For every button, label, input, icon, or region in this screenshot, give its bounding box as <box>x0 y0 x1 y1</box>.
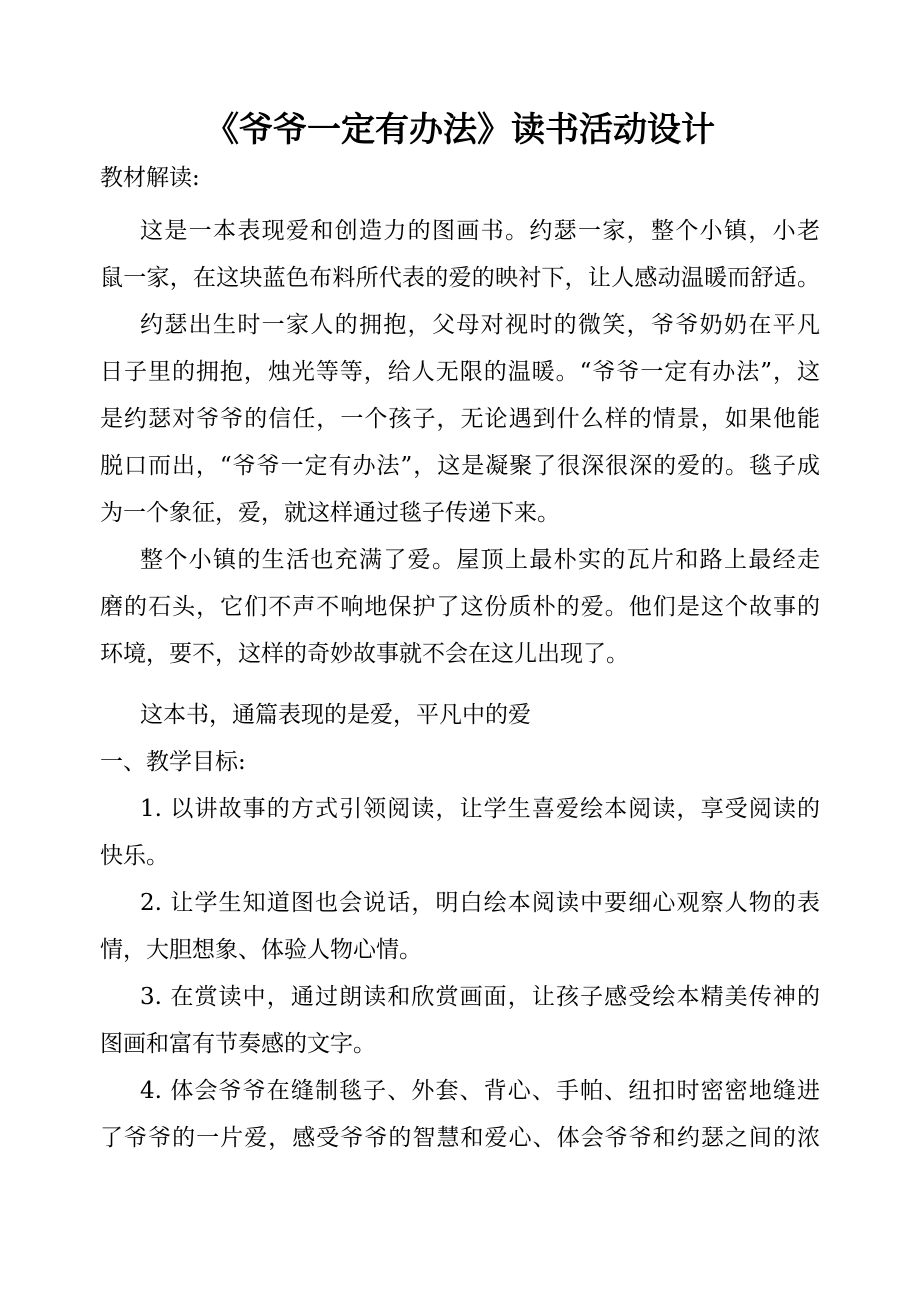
doc-line: 约瑟出生时一家人的拥抱，父母对视时的微笑，爷爷奶奶在平凡 <box>140 312 820 338</box>
doc-line: 1. 以讲故事的方式引领阅读，让学生喜爱绘本阅读，享受阅读的 <box>140 796 820 822</box>
doc-line: 快乐。 <box>100 843 169 869</box>
doc-line: 这本书，通篇表现的是爱，平凡中的爱 <box>140 702 531 728</box>
heading-material-analysis: 教材解读: <box>100 165 200 191</box>
doc-title: 《爷爷一定有办法》读书活动设计 <box>205 111 715 149</box>
doc-line: 鼠一家，在这块蓝色布料所代表的爱的映衬下，让人感动温暖而舒适。 <box>100 265 820 291</box>
doc-line: 是约瑟对爷爷的信任，一个孩子，无论遇到什么样的情景，如果他能 <box>100 406 820 432</box>
doc-line: 这是一本表现爱和创造力的图画书。约瑟一家，整个小镇，小老 <box>140 218 820 244</box>
doc-line: 了爷爷的一片爱，感受爷爷的智慧和爱心、体会爷爷和约瑟之间的浓 <box>100 1125 820 1151</box>
doc-line: 情，大胆想象、体验人物心情。 <box>100 937 422 963</box>
doc-line: 图画和富有节奏感的文字。 <box>100 1031 376 1057</box>
doc-line: 磨的石头，它们不声不响地保护了这份质朴的爱。他们是这个故事的 <box>100 594 820 620</box>
doc-line: 日子里的拥抱，烛光等等，给人无限的温暖。“爷爷一定有办法”，这 <box>100 359 820 385</box>
doc-line: 2. 让学生知道图也会说话，明白绘本阅读中要细心观察人物的表 <box>140 890 820 916</box>
doc-line: 脱口而出，“爷爷一定有办法”，这是凝聚了很深很深的爱的。毯子成 <box>100 453 820 479</box>
doc-body <box>100 155 820 1162</box>
doc-line: 整个小镇的生活也充满了爱。屋顶上最朴实的瓦片和路上最经走 <box>140 547 820 573</box>
doc-line: 3. 在赏读中，通过朗读和欣赏画面，让孩子感受绘本精美传神的 <box>140 984 820 1010</box>
doc-line: 4. 体会爷爷在缝制毯子、外套、背心、手帕、纽扣时密密地缝进 <box>140 1078 820 1104</box>
doc-line: 环境，要不，这样的奇妙故事就不会在这儿出现了。 <box>100 641 629 667</box>
heading-teaching-goals: 一、教学目标: <box>100 749 246 775</box>
doc-line: 为一个象征，爱，就这样通过毯子传递下来。 <box>100 500 560 526</box>
